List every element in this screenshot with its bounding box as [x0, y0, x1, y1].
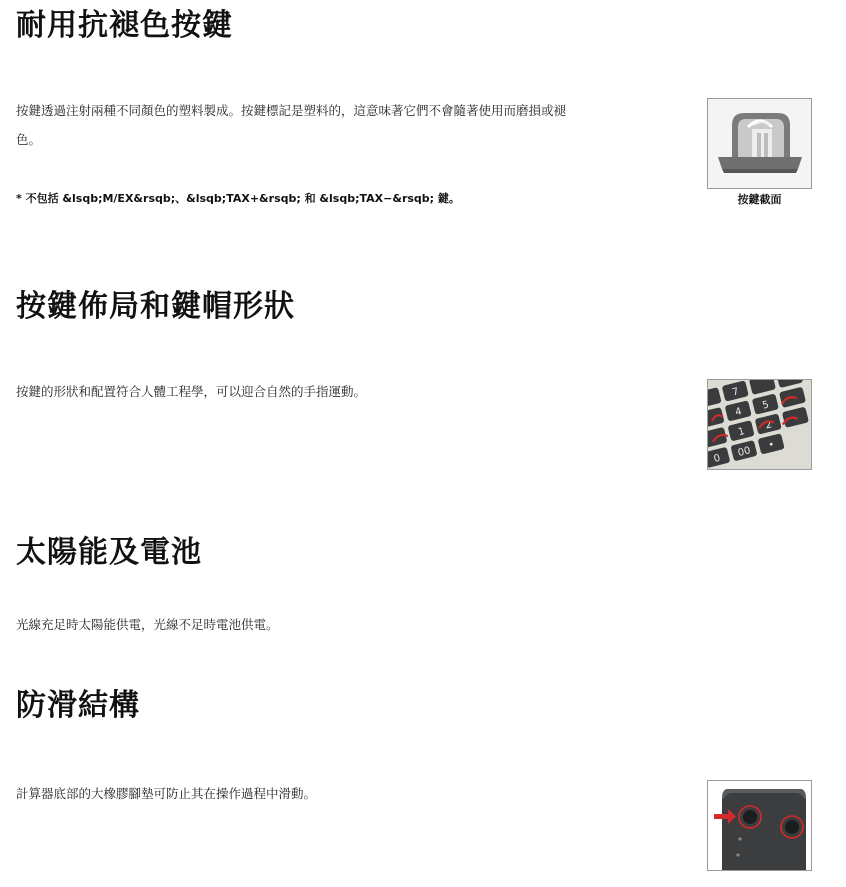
keyboard-layout-illustration	[708, 380, 811, 469]
section-title-solar-battery: 太陽能及電池	[16, 535, 202, 570]
section-paragraph-key-layout: 按鍵的形狀和配置符合人體工程學，可以迎合自然的手指運動。	[16, 384, 367, 399]
key-label-0: 0	[712, 452, 722, 466]
section-paragraph-durable-keys: 按鍵透過注射兩種不同顏色的塑料製成。按鍵標記是塑料的，這意味著它們不會隨著使用而磨損或褪色。	[16, 103, 567, 147]
anti-slip-feet-illustration	[708, 781, 811, 870]
key-label-5: 5	[761, 399, 771, 412]
anti-slip-feet-image	[707, 780, 812, 871]
key-label-4: 4	[734, 406, 743, 419]
key-label-7: 7	[731, 386, 741, 399]
section-paragraph-anti-slip: 計算器底部的大橡膠腳墊可防止其在操作過程中滑動。	[16, 786, 317, 801]
section-title-key-layout: 按鍵佈局和鍵帽形狀	[16, 289, 295, 324]
key-cross-section-caption: 按鍵截面	[737, 193, 782, 206]
section-title-durable-keys: 耐用抗褪色按鍵	[16, 8, 233, 43]
keyboard-layout-image	[707, 379, 812, 470]
key-label-00: 00	[736, 445, 752, 460]
key-cross-section-image	[707, 98, 812, 189]
key-label-2: 2	[764, 419, 774, 432]
exclusion-note: * 不包括 &lsqb;M/EX&rsqb;、&lsqb;TAX+&rsqb; 和 &lsqb;TAX−&rsqb; 鍵。	[16, 192, 460, 205]
key-cross-section-illustration	[708, 99, 811, 188]
section-paragraph-solar-battery: 光線充足時太陽能供電，光線不足時電池供電。	[16, 617, 279, 632]
key-label-1: 1	[737, 426, 746, 439]
section-title-anti-slip: 防滑結構	[16, 688, 140, 723]
key-label-dot: •	[767, 439, 776, 452]
